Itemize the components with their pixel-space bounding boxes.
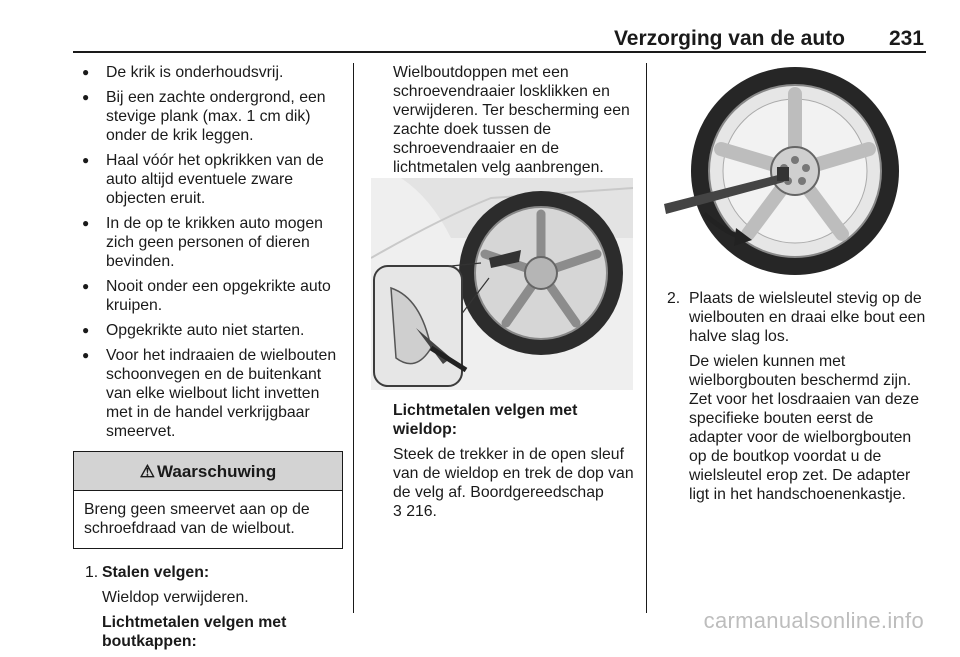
step-note: De wielen kunnen met wielborgbouten beschermd zijn. Zet voor het losdraaien van deze specifieke bouten eerst de adapter voor de wielborgbouten op de boutkop voordat u de wielsleutel erop zet. De adapter ligt in het handschoenenkastje. [689, 353, 920, 503]
step-subheading: Lichtmetalen velgen met boutkappen: [102, 614, 287, 650]
warning-triangle-icon: ⚠ [139, 462, 155, 481]
warning-title: Waarschuwing [156, 462, 277, 481]
column-3 [667, 63, 929, 510]
step-text: Plaats de wielsleutel stevig op de wielbouten en draai elke bout een halve slag los. [689, 290, 926, 345]
precaution-list [73, 63, 343, 441]
warning-body: Breng geen smeervet aan op de schroefdraad van de wielbout. [84, 501, 310, 537]
column-1 [73, 63, 343, 657]
step-heading: Stalen velgen: [102, 564, 210, 581]
hubcap-removal-image [371, 178, 633, 390]
step-number: 2. [667, 290, 681, 307]
column-divider [646, 63, 647, 613]
list-item: ● Nooit onder een opgekrikte auto kruipen. [73, 277, 343, 315]
list-item: ● In de op te krikken auto mogen zich geen personen of dieren bevinden. [73, 214, 343, 271]
warning-box [73, 451, 343, 549]
reference-arrow-icon: 3 [393, 503, 402, 520]
step-2 [667, 289, 929, 504]
list-item: ● Haal vóór het opkrikken van de auto altijd eventuele zware objecten eruit. [73, 151, 343, 208]
list-item: ● De krik is onderhoudsvrij. [73, 63, 343, 82]
watermark: carmanualsonline.info [703, 608, 924, 633]
list-item: ● Voor het indraaien de wielbouten schoonvegen en de buitenkant van elke wielbout licht invetten met in de handel verkrijgbaar smeervet. [73, 346, 343, 441]
column-divider [353, 63, 354, 613]
sub-heading: Lichtmetalen velgen met wieldop: [393, 402, 578, 438]
warning-header [74, 452, 342, 491]
list-item: ● Bij een zachte ondergrond, een stevige plank (max. 1 cm dik) onder de krik leggen. [73, 88, 343, 145]
reference-page: 216. [406, 503, 437, 520]
list-item: ● Opgekrikte auto niet starten. [73, 321, 343, 340]
sub-text: Steek de trekker in de open sleuf van de wieldop en trek de dop van de velg af. Boordgereedschap [393, 446, 634, 501]
step-number: 1. [85, 564, 99, 581]
intro-paragraph: Wielboutdoppen met een schroevendraaier losklikken en verwijderen. Ter bescherming een zachte doek tussen de schroevendraaier en de lichtmetalen velg aanbrengen. [393, 64, 630, 176]
page-header [0, 0, 960, 60]
header-rule [73, 51, 926, 53]
page-title: Verzorging van de auto [613, 27, 845, 50]
step-text: Wieldop verwijderen. [102, 589, 249, 606]
step-1 [73, 563, 343, 651]
hubcap-illustration [371, 178, 633, 390]
page-number: 231 [888, 27, 924, 50]
